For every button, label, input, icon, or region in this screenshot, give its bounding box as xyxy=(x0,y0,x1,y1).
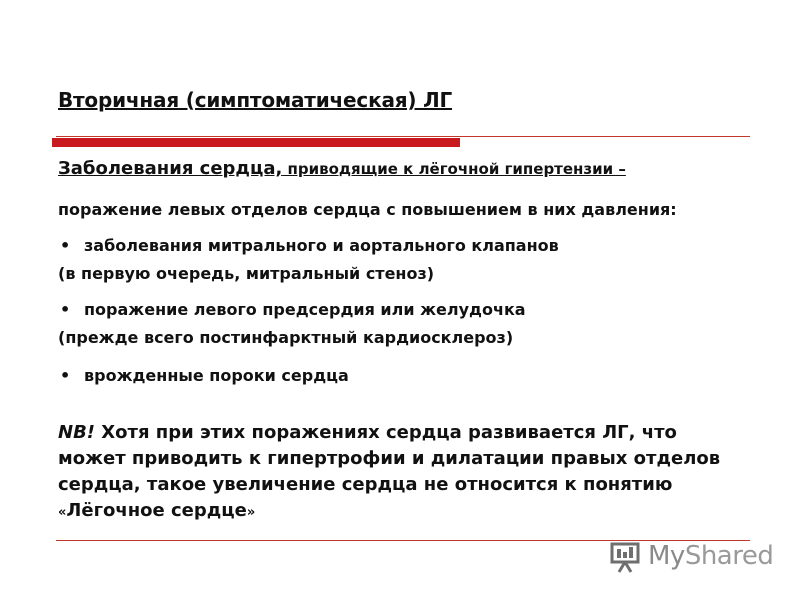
red-divider-thick xyxy=(52,138,460,147)
logo-part-my: My xyxy=(648,541,685,571)
red-divider-thin xyxy=(56,136,750,137)
list-note: (в первую очередь, митральный стеноз) xyxy=(58,264,435,283)
logo-part-shared: Shared xyxy=(684,541,774,571)
quote-open: « xyxy=(58,505,67,520)
logo-text xyxy=(648,541,773,571)
subheading xyxy=(58,158,626,179)
list-item: • заболевания митрального и аортального клапанов xyxy=(58,236,559,255)
nb-paragraph xyxy=(58,420,758,526)
subheading-rest: приводящие к лёгочной гипертензии – xyxy=(282,160,626,178)
list-note: (прежде всего постинфарктный кардиосклероз) xyxy=(58,328,514,347)
intro-text: поражение левых отделов сердца с повышением в них давления: xyxy=(58,200,677,219)
subheading-bold: Заболевания сердца, xyxy=(58,158,283,179)
nb-term: Лёгочное сердце xyxy=(66,500,247,521)
nb-line1: Хотя при этих поражениях сердца развивается ЛГ, что xyxy=(95,422,677,443)
nb-label: NB! xyxy=(58,422,95,443)
presentation-board-icon xyxy=(608,538,644,574)
nb-line2: может приводить к гипертрофии и дилатации правых отделов xyxy=(58,448,721,469)
quote-close: » xyxy=(246,505,256,520)
list-item: • врожденные пороки сердца xyxy=(58,366,349,385)
slide-title: Вторичная (симптоматическая) ЛГ xyxy=(58,88,453,112)
nb-line3: сердца, такое увеличение сердца не относится к понятию xyxy=(58,474,673,495)
myshared-logo[interactable] xyxy=(608,538,773,574)
list-item: • поражение левого предсердия или желудочка xyxy=(58,300,526,319)
